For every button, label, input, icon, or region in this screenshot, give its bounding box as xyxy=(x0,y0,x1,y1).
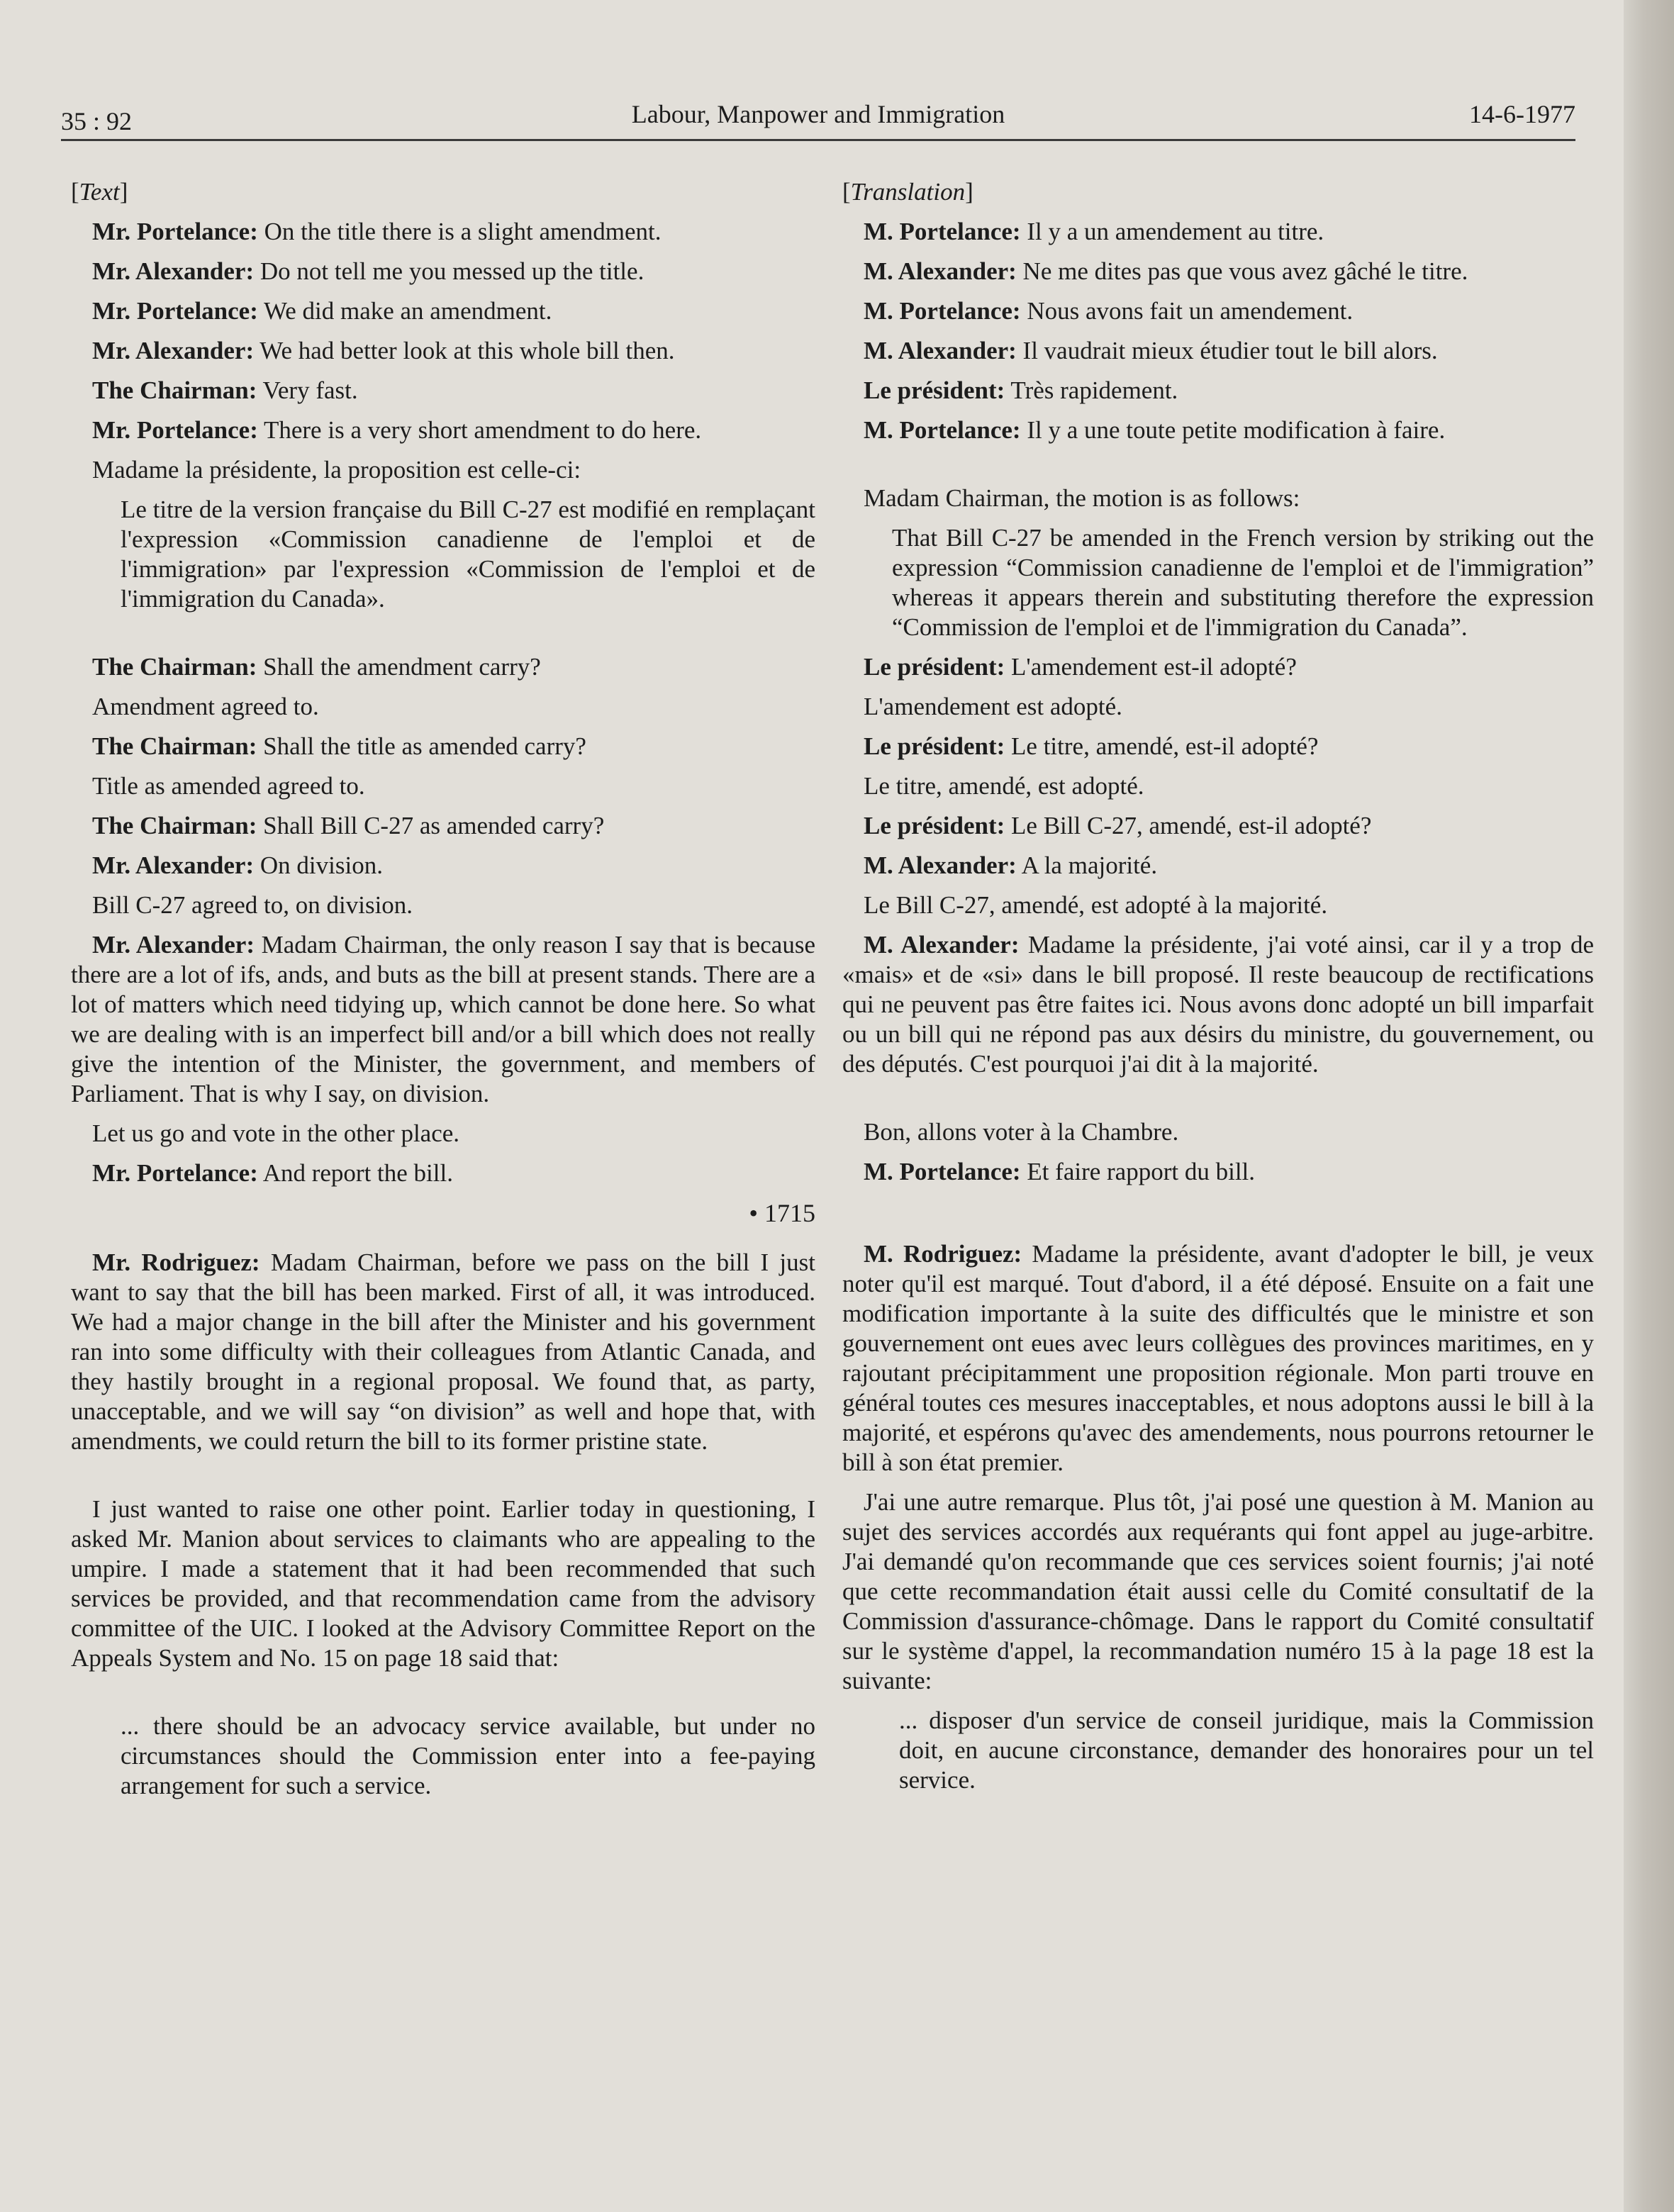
speaker-name: Mr. Alexander: xyxy=(92,851,255,879)
page-date: 14-6-1977 xyxy=(1469,100,1575,128)
quoted-report: ... there should be an advocacy service available, but under no circumstances should the Commission enter into a fee-paying arrangement for such a service. xyxy=(121,1712,815,1799)
paragraph xyxy=(842,930,1594,1079)
paragraph xyxy=(71,930,815,1109)
speaker-name: M. Portelance: xyxy=(864,218,1021,245)
speaker-name: M. Alexander: xyxy=(864,931,1020,959)
page-title: Labour, Manpower and Immigration xyxy=(631,100,1005,128)
paragraph xyxy=(842,732,1594,761)
section-tag-label: Text xyxy=(79,178,120,206)
paragraph xyxy=(842,296,1594,326)
paragraph xyxy=(842,652,1594,682)
speech-text: Très rapidement. xyxy=(1005,376,1178,404)
paragraph xyxy=(71,1248,815,1456)
speaker-name: M. Portelance: xyxy=(864,1158,1021,1185)
speaker-name: Mr. Portelance: xyxy=(92,218,258,245)
paragraph xyxy=(71,652,815,682)
time-marker: • 1715 xyxy=(749,1199,815,1227)
paragraph xyxy=(71,851,815,881)
page-edge xyxy=(1624,0,1674,2212)
spacer xyxy=(842,1089,1594,1117)
paragraph: Madame la présidente, la proposition est celle-ci: xyxy=(92,456,581,484)
speaker-name: The Chairman: xyxy=(92,376,257,404)
paragraph: Madam Chairman, the motion is as follows: xyxy=(864,484,1300,512)
speaker-name: M. Portelance: xyxy=(864,297,1021,325)
speech-text: Shall Bill C-27 as amended carry? xyxy=(257,812,605,839)
spacer xyxy=(71,1683,815,1711)
speaker-name: M. Alexander: xyxy=(864,851,1017,879)
speaker-name: Le président: xyxy=(864,376,1005,404)
paragraph: I just wanted to raise one other point. Earlier today in questioning, I asked Mr. Manion about services to claimants who are appealing to the umpire. I made a statement that it had been recommended that such services be provided, and that recommendation came from the advisory committee of the UIC. I looked at the Advisory Committee Report on the Appeals System and No. 15 on page 18 said that: xyxy=(71,1495,815,1672)
quoted-motion: That Bill C-27 be amended in the French version by striking out the expression “Commission canadienne de l'emploi et de l'immigration” whereas it appears therein and substituting therefore the expression “Commission de l'emploi et de l'immigration du Canada”. xyxy=(892,524,1594,641)
speaker-name: M. Alexander: xyxy=(864,337,1017,364)
paragraph: Bon, allons voter à la Chambre. xyxy=(864,1118,1179,1146)
speaker-name: Mr. Alexander: xyxy=(92,931,255,959)
paragraph xyxy=(71,376,815,406)
speaker-name: Le président: xyxy=(864,812,1005,839)
paragraph xyxy=(842,217,1594,247)
speech-text: Madame la présidente, avant d'adopter le bill, je veux noter qu'il est marqué. Tout d'abord, il a été déposé. Ensuite on a fait une modification importante à la suite des difficultés que le ministre et son gouvernement ont eues avec leurs collègues des provinces maritimes, en y rajoutant précipitamment une proposition régionale. Mon parti trouve en général toutes ces mesures inacceptables, et nous adoptons aussi le bill à la majorité, et espérons qu'avec des amendements, nous pourrons retourner le bill à son état premier. xyxy=(842,1240,1594,1476)
speech-text: On division. xyxy=(254,851,383,879)
paragraph: Amendment agreed to. xyxy=(92,693,319,720)
speech-text: On the title there is a slight amendment. xyxy=(257,218,662,245)
paragraph: L'amendement est adopté. xyxy=(864,693,1122,720)
speaker-name: The Chairman: xyxy=(92,732,257,760)
paragraph: Bill C-27 agreed to, on division. xyxy=(92,891,413,919)
paragraph xyxy=(71,415,815,445)
speaker-name: Mr. Alexander: xyxy=(92,337,255,364)
paragraph xyxy=(842,1157,1594,1187)
paragraph xyxy=(71,296,815,326)
paragraph xyxy=(71,257,815,286)
speech-text: And report the bill. xyxy=(257,1159,453,1187)
speech-text: Very fast. xyxy=(257,376,358,404)
speech-text: Il vaudrait mieux étudier tout le bill alors. xyxy=(1016,337,1438,364)
paragraph xyxy=(71,336,815,366)
paragraph xyxy=(842,811,1594,841)
paragraph: Le titre, amendé, est adopté. xyxy=(864,772,1144,800)
speaker-name: Le président: xyxy=(864,732,1005,760)
speech-text: Le Bill C-27, amendé, est-il adopté? xyxy=(1005,812,1372,839)
speaker-name: Mr. Portelance: xyxy=(92,297,258,325)
text-column-english xyxy=(71,177,815,1811)
paragraph xyxy=(842,376,1594,406)
speech-text: Nous avons fait un amendement. xyxy=(1020,297,1354,325)
quoted-motion: Le titre de la version française du Bill C-27 est modifié en remplaçant l'expression «Commission canadienne de l'emploi et de l'immigration» par l'expression «Commission de l'emploi et de l'immigration du Canada». xyxy=(121,496,815,613)
section-tag: [Translation] xyxy=(842,178,973,206)
paragraph: Let us go and vote in the other place. xyxy=(92,1119,460,1147)
section-tag: [Text] xyxy=(71,178,128,206)
speech-text: L'amendement est-il adopté? xyxy=(1005,653,1297,681)
speech-text: Do not tell me you messed up the title. xyxy=(254,257,645,285)
paragraph xyxy=(71,1158,815,1188)
speaker-name: Mr. Portelance: xyxy=(92,416,258,444)
speaker-name: Mr. Alexander: xyxy=(92,257,255,285)
text-column-french xyxy=(842,177,1594,1805)
paragraph xyxy=(842,851,1594,881)
speaker-name: The Chairman: xyxy=(92,653,257,681)
page-number: 35 : 92 xyxy=(61,107,133,135)
speaker-name: Mr. Portelance: xyxy=(92,1159,258,1187)
paragraph xyxy=(71,217,815,247)
speech-text: Shall the amendment carry? xyxy=(257,653,541,681)
speaker-name: The Chairman: xyxy=(92,812,257,839)
paragraph xyxy=(842,257,1594,286)
spacer xyxy=(71,1466,815,1495)
paragraph xyxy=(71,811,815,841)
paragraph xyxy=(71,732,815,761)
paragraph xyxy=(842,415,1594,445)
header-rule xyxy=(61,139,1575,141)
paragraph: Title as amended agreed to. xyxy=(92,772,365,800)
page-header xyxy=(61,99,1575,139)
paragraph: J'ai une autre remarque. Plus tôt, j'ai posé une question à M. Manion au sujet des services accordés aux requérants qui font appel au juge-arbitre. J'ai demandé qu'on recommande que ces services soient fournis; j'ai noté que cette recommandation était aussi celle du Comité consultatif de la Commission d'assurance-chômage. Dans le rapport du Comité consultatif sur le système d'appel, la recommandation numéro 15 à la page 18 est la suivante: xyxy=(842,1488,1594,1694)
speech-text: Shall the title as amended carry? xyxy=(257,732,586,760)
spacer xyxy=(842,455,1594,484)
speaker-name: M. Alexander: xyxy=(864,257,1017,285)
speech-text: Le titre, amendé, est-il adopté? xyxy=(1005,732,1319,760)
paragraph xyxy=(842,336,1594,366)
speaker-name: M. Portelance: xyxy=(864,416,1021,444)
speech-text: Ne me dites pas que vous avez gâché le titre. xyxy=(1016,257,1468,285)
speech-text: Madam Chairman, the only reason I say that is because there are a lot of ifs, ands, and buts as the bill at present stands. There are a lot of matters which need tidying up, which cannot be done here. So what we are dealing with is an imperfect bill and/or a bill which does not really give the intention of the Minister, the government, and members of Parliament. That is why I say, on division. xyxy=(71,931,815,1107)
speech-text: We had better look at this whole bill then. xyxy=(254,337,675,364)
speaker-name: Le président: xyxy=(864,653,1005,681)
speech-text: Madam Chairman, before we pass on the bill I just want to say that the bill has been marked. First of all, it was introduced. We had a major change in the bill after the Minister and his government ran into some difficulty with their colleagues from Atlantic Canada, and they hastily brought in a regional proposal. We found that, as party, unacceptable, and we will say “on division” as well and hope that, with amendments, we could return the bill to its former pristine state. xyxy=(71,1249,815,1455)
spacer xyxy=(71,624,815,652)
speech-text: Et faire rapport du bill. xyxy=(1020,1158,1256,1185)
speaker-name: Mr. Rodriguez: xyxy=(92,1249,260,1276)
speech-text: Il y a un amendement au titre. xyxy=(1020,218,1324,245)
speech-text: Il y a une toute petite modification à faire. xyxy=(1020,416,1446,444)
paragraph xyxy=(842,1239,1594,1478)
speech-text: A la majorité. xyxy=(1016,851,1158,879)
paragraph: Le Bill C-27, amendé, est adopté à la majorité. xyxy=(864,891,1328,919)
section-tag-label: Translation xyxy=(850,178,966,206)
spacer xyxy=(842,1197,1594,1239)
speech-text: There is a very short amendment to do here. xyxy=(257,416,702,444)
speech-text: Madame la présidente, j'ai voté ainsi, car il y a trop de «mais» et de «si» dans le bill proposé. Il reste beaucoup de rectifications qui ne peuvent pas être faites ici. Nous avons donc adopté un bill imparfait ou un bill qui ne répond pas aux désirs du ministre, du gouvernement, ou des députés. C'est pourquoi j'ai dit à la majorité. xyxy=(842,931,1594,1078)
quoted-report: ... disposer d'un service de conseil juridique, mais la Commission doit, en aucune circonstance, demander des honoraires pour un tel service. xyxy=(899,1707,1594,1794)
speech-text: We did make an amendment. xyxy=(257,297,552,325)
speaker-name: M. Rodriguez: xyxy=(864,1240,1022,1268)
